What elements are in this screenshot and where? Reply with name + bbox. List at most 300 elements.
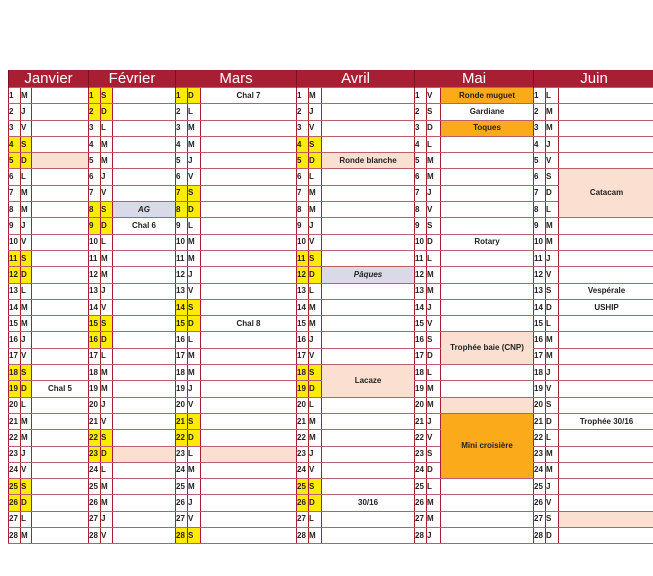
day-number-juin: 11 — [534, 250, 546, 266]
event-cell-fevrier — [113, 348, 176, 364]
event-rotary: Rotary — [441, 234, 534, 250]
day-of-week-fevrier: M — [101, 267, 113, 283]
day-of-week-avril: S — [309, 136, 322, 152]
event-cell-fevrier — [113, 104, 176, 120]
day-number-mars: 9 — [176, 218, 188, 234]
event-cell-juin — [559, 495, 653, 511]
day-of-week-mai: V — [427, 202, 441, 218]
event-vesperale: Vespérale — [559, 283, 653, 299]
event-cell-avril — [322, 528, 415, 544]
event-gardiane: Gardiane — [441, 104, 534, 120]
event-cell-janvier — [32, 185, 89, 201]
event-cell-juin — [559, 218, 653, 234]
day-number-janvier: 2 — [9, 104, 21, 120]
day-of-week-mars: J — [188, 495, 201, 511]
day-of-week-fevrier: M — [101, 153, 113, 169]
day-of-week-mai: J — [427, 185, 441, 201]
event-cell-fevrier — [113, 495, 176, 511]
day-of-week-avril: L — [309, 169, 322, 185]
day-number-avril: 12 — [297, 267, 309, 283]
event-cell-mai — [441, 283, 534, 299]
day-of-week-juin: S — [546, 511, 559, 527]
day-of-week-janvier: M — [21, 413, 32, 429]
day-number-avril: 5 — [297, 153, 309, 169]
day-number-fevrier: 10 — [89, 234, 101, 250]
day-number-mai: 25 — [415, 479, 427, 495]
day-number-fevrier: 12 — [89, 267, 101, 283]
event-cell-fevrier — [113, 332, 176, 348]
calendar-row — [9, 430, 653, 446]
day-of-week-mars: M — [188, 136, 201, 152]
day-number-mai: 3 — [415, 120, 427, 136]
event-cell-janvier — [32, 430, 89, 446]
day-of-week-janvier: L — [21, 169, 32, 185]
event-trophee-baie: Trophée baie (CNP) — [441, 332, 534, 365]
day-number-janvier: 17 — [9, 348, 21, 364]
event-ag: AG — [113, 202, 176, 218]
day-of-week-fevrier: V — [101, 413, 113, 429]
day-number-avril: 26 — [297, 495, 309, 511]
day-of-week-mars: V — [188, 511, 201, 527]
event-cell-avril — [322, 185, 415, 201]
day-number-janvier: 11 — [9, 250, 21, 266]
day-of-week-fevrier: S — [101, 88, 113, 104]
calendar-body — [9, 88, 653, 544]
day-number-mars: 20 — [176, 397, 188, 413]
day-of-week-fevrier: M — [101, 479, 113, 495]
event-cell-fevrier — [113, 479, 176, 495]
event-cell-fevrier — [113, 430, 176, 446]
day-of-week-fevrier: V — [101, 299, 113, 315]
day-number-juin: 9 — [534, 218, 546, 234]
day-of-week-mai: L — [427, 136, 441, 152]
day-of-week-juin: J — [546, 136, 559, 152]
day-of-week-janvier: V — [21, 234, 32, 250]
day-number-avril: 9 — [297, 218, 309, 234]
day-of-week-mai: J — [427, 528, 441, 544]
event-catacam: Catacam — [559, 169, 653, 218]
day-number-mai: 23 — [415, 446, 427, 462]
day-number-janvier: 14 — [9, 299, 21, 315]
event-cell-fevrier — [113, 299, 176, 315]
event-cell-avril — [322, 234, 415, 250]
year-calendar — [8, 70, 653, 544]
event-cell-mars — [201, 413, 297, 429]
event-cell-mars — [201, 446, 297, 462]
event-cell-fevrier — [113, 365, 176, 381]
day-of-week-avril: D — [309, 381, 322, 397]
day-number-avril: 3 — [297, 120, 309, 136]
day-number-avril: 25 — [297, 479, 309, 495]
event-cell-avril — [322, 430, 415, 446]
day-number-mai: 11 — [415, 250, 427, 266]
day-number-mars: 28 — [176, 528, 188, 544]
day-number-fevrier: 6 — [89, 169, 101, 185]
event-cell-janvier — [32, 462, 89, 478]
day-of-week-juin: J — [546, 250, 559, 266]
day-of-week-mai: M — [427, 511, 441, 527]
event-e3016: 30/16 — [322, 495, 415, 511]
day-of-week-janvier: J — [21, 332, 32, 348]
day-number-mars: 26 — [176, 495, 188, 511]
day-of-week-mai: D — [427, 348, 441, 364]
calendar-row — [9, 365, 653, 381]
event-cell-fevrier — [113, 528, 176, 544]
day-of-week-janvier: S — [21, 250, 32, 266]
day-of-week-mars: S — [188, 413, 201, 429]
day-number-mai: 22 — [415, 430, 427, 446]
day-of-week-mai: V — [427, 430, 441, 446]
day-of-week-mars: D — [188, 430, 201, 446]
calendar-row — [9, 479, 653, 495]
calendar-row — [9, 267, 653, 283]
day-of-week-janvier: L — [21, 397, 32, 413]
day-of-week-juin: L — [546, 202, 559, 218]
month-header-fevrier: Février — [89, 70, 176, 88]
day-of-week-mai: V — [427, 88, 441, 104]
day-number-mai: 21 — [415, 413, 427, 429]
day-number-mars: 27 — [176, 511, 188, 527]
event-cell-fevrier — [113, 381, 176, 397]
event-chal5: Chal 5 — [32, 381, 89, 397]
event-cell-janvier — [32, 479, 89, 495]
day-number-avril: 15 — [297, 316, 309, 332]
event-cell-mai — [441, 365, 534, 381]
event-cell-mars — [201, 104, 297, 120]
event-cell-janvier — [32, 348, 89, 364]
month-header-mai: Mai — [415, 70, 534, 88]
day-of-week-mai: S — [427, 332, 441, 348]
day-of-week-mars: M — [188, 348, 201, 364]
day-of-week-juin: L — [546, 430, 559, 446]
day-number-juin: 15 — [534, 316, 546, 332]
day-number-janvier: 20 — [9, 397, 21, 413]
calendar-row — [9, 218, 653, 234]
day-of-week-avril: D — [309, 153, 322, 169]
day-of-week-avril: M — [309, 528, 322, 544]
event-cell-mai — [441, 528, 534, 544]
day-number-mars: 16 — [176, 332, 188, 348]
day-number-juin: 4 — [534, 136, 546, 152]
day-number-mai: 14 — [415, 299, 427, 315]
day-of-week-juin: V — [546, 267, 559, 283]
day-of-week-fevrier: D — [101, 446, 113, 462]
event-cell-fevrier — [113, 462, 176, 478]
day-of-week-janvier: D — [21, 381, 32, 397]
day-of-week-janvier: M — [21, 202, 32, 218]
day-number-fevrier: 2 — [89, 104, 101, 120]
day-of-week-mars: M — [188, 365, 201, 381]
event-cell-mars — [201, 381, 297, 397]
event-ronde-muguet: Ronde muguet — [441, 88, 534, 104]
day-number-juin: 7 — [534, 185, 546, 201]
day-number-fevrier: 9 — [89, 218, 101, 234]
calendar-row — [9, 88, 653, 104]
day-number-janvier: 22 — [9, 430, 21, 446]
event-cell-janvier — [32, 511, 89, 527]
day-of-week-fevrier: D — [101, 332, 113, 348]
day-number-mars: 6 — [176, 169, 188, 185]
event-lacaze: Lacaze — [322, 365, 415, 398]
event-cell-mars — [201, 234, 297, 250]
day-number-mars: 10 — [176, 234, 188, 250]
event-cell-mars — [201, 218, 297, 234]
day-of-week-mai: L — [427, 250, 441, 266]
event-cell-mars — [201, 169, 297, 185]
event-cell-avril — [322, 104, 415, 120]
day-number-fevrier: 1 — [89, 88, 101, 104]
day-of-week-mars: D — [188, 316, 201, 332]
day-of-week-janvier: D — [21, 495, 32, 511]
event-cell-juin — [559, 348, 653, 364]
calendar-row — [9, 397, 653, 413]
day-of-week-juin: S — [546, 169, 559, 185]
day-of-week-fevrier: J — [101, 283, 113, 299]
day-of-week-avril: D — [309, 267, 322, 283]
event-cell-fevrier — [113, 267, 176, 283]
day-number-mai: 2 — [415, 104, 427, 120]
day-of-week-avril: L — [309, 283, 322, 299]
day-number-mai: 28 — [415, 528, 427, 544]
day-of-week-mai: M — [427, 283, 441, 299]
day-of-week-janvier: S — [21, 479, 32, 495]
day-number-janvier: 26 — [9, 495, 21, 511]
day-of-week-mai: L — [427, 479, 441, 495]
day-of-week-avril: J — [309, 104, 322, 120]
day-of-week-mai: L — [427, 365, 441, 381]
day-of-week-fevrier: V — [101, 185, 113, 201]
event-cell-mars — [201, 202, 297, 218]
event-cell-janvier — [32, 202, 89, 218]
calendar-row — [9, 446, 653, 462]
event-cell-mars — [201, 528, 297, 544]
day-number-juin: 1 — [534, 88, 546, 104]
day-of-week-juin: L — [546, 316, 559, 332]
day-of-week-juin: M — [546, 234, 559, 250]
day-of-week-mai: S — [427, 104, 441, 120]
day-of-week-janvier: M — [21, 430, 32, 446]
day-number-fevrier: 24 — [89, 462, 101, 478]
day-of-week-juin: J — [546, 479, 559, 495]
day-number-avril: 17 — [297, 348, 309, 364]
month-header-row — [9, 70, 653, 88]
day-number-mars: 12 — [176, 267, 188, 283]
day-number-mars: 14 — [176, 299, 188, 315]
event-cell-juin — [559, 430, 653, 446]
day-of-week-fevrier: M — [101, 136, 113, 152]
day-number-juin: 16 — [534, 332, 546, 348]
day-of-week-juin: V — [546, 495, 559, 511]
day-number-mars: 19 — [176, 381, 188, 397]
day-number-avril: 10 — [297, 234, 309, 250]
day-of-week-mai: J — [427, 413, 441, 429]
event-chal8: Chal 8 — [201, 316, 297, 332]
event-cell-mai — [441, 495, 534, 511]
day-number-juin: 27 — [534, 511, 546, 527]
day-number-mars: 2 — [176, 104, 188, 120]
event-cell-mars — [201, 250, 297, 266]
event-cell-avril — [322, 511, 415, 527]
day-number-mai: 17 — [415, 348, 427, 364]
day-number-avril: 27 — [297, 511, 309, 527]
day-number-mai: 15 — [415, 316, 427, 332]
event-cell-mai — [441, 381, 534, 397]
day-of-week-mars: D — [188, 202, 201, 218]
day-of-week-fevrier: L — [101, 348, 113, 364]
day-number-janvier: 9 — [9, 218, 21, 234]
day-number-fevrier: 14 — [89, 299, 101, 315]
day-of-week-avril: V — [309, 462, 322, 478]
day-of-week-avril: V — [309, 348, 322, 364]
event-cell-mai — [441, 511, 534, 527]
day-of-week-mars: S — [188, 299, 201, 315]
event-cell-juin — [559, 88, 653, 104]
day-number-mars: 18 — [176, 365, 188, 381]
day-of-week-juin: M — [546, 348, 559, 364]
day-number-avril: 2 — [297, 104, 309, 120]
calendar-row — [9, 283, 653, 299]
event-cell-janvier — [32, 446, 89, 462]
day-of-week-juin: M — [546, 218, 559, 234]
day-of-week-fevrier: J — [101, 169, 113, 185]
day-of-week-avril: S — [309, 479, 322, 495]
event-cell-mars — [201, 495, 297, 511]
event-cell-mai — [441, 479, 534, 495]
day-of-week-fevrier: L — [101, 462, 113, 478]
month-header-avril: Avril — [297, 70, 415, 88]
day-of-week-janvier: M — [21, 299, 32, 315]
day-of-week-avril: M — [309, 413, 322, 429]
day-number-juin: 10 — [534, 234, 546, 250]
event-cell-janvier — [32, 120, 89, 136]
day-of-week-fevrier: M — [101, 250, 113, 266]
event-cell-janvier — [32, 283, 89, 299]
day-number-juin: 13 — [534, 283, 546, 299]
event-cell-janvier — [32, 332, 89, 348]
event-cell-juin — [559, 511, 653, 527]
day-number-fevrier: 21 — [89, 413, 101, 429]
day-number-avril: 23 — [297, 446, 309, 462]
day-number-fevrier: 20 — [89, 397, 101, 413]
event-cell-fevrier — [113, 397, 176, 413]
event-paques: Pâques — [322, 267, 415, 283]
day-number-fevrier: 3 — [89, 120, 101, 136]
day-number-mars: 15 — [176, 316, 188, 332]
day-number-avril: 18 — [297, 365, 309, 381]
day-number-janvier: 25 — [9, 479, 21, 495]
day-of-week-mars: V — [188, 169, 201, 185]
day-number-fevrier: 26 — [89, 495, 101, 511]
day-number-mars: 24 — [176, 462, 188, 478]
event-cell-juin — [559, 462, 653, 478]
event-cell-juin — [559, 104, 653, 120]
calendar-row — [9, 234, 653, 250]
event-cell-fevrier — [113, 446, 176, 462]
event-cell-mars — [201, 267, 297, 283]
event-cell-avril — [322, 332, 415, 348]
event-cell-mars — [201, 136, 297, 152]
day-of-week-janvier: M — [21, 88, 32, 104]
day-number-avril: 22 — [297, 430, 309, 446]
day-number-mars: 23 — [176, 446, 188, 462]
day-number-fevrier: 27 — [89, 511, 101, 527]
event-cell-mars — [201, 120, 297, 136]
day-number-mai: 19 — [415, 381, 427, 397]
day-of-week-mai: M — [427, 381, 441, 397]
day-of-week-avril: L — [309, 397, 322, 413]
day-number-janvier: 3 — [9, 120, 21, 136]
event-mini-croisiere: Mini croisière — [441, 413, 534, 478]
day-number-janvier: 7 — [9, 185, 21, 201]
day-of-week-mai: J — [427, 299, 441, 315]
day-number-avril: 13 — [297, 283, 309, 299]
day-number-fevrier: 4 — [89, 136, 101, 152]
day-of-week-avril: V — [309, 234, 322, 250]
event-cell-mai — [441, 316, 534, 332]
day-of-week-janvier: V — [21, 462, 32, 478]
event-cell-avril — [322, 299, 415, 315]
event-cell-avril — [322, 283, 415, 299]
day-of-week-mai: D — [427, 234, 441, 250]
event-cell-avril — [322, 250, 415, 266]
event-cell-avril — [322, 120, 415, 136]
event-cell-fevrier — [113, 136, 176, 152]
day-number-fevrier: 17 — [89, 348, 101, 364]
event-cell-fevrier — [113, 283, 176, 299]
day-of-week-janvier: V — [21, 348, 32, 364]
day-number-mai: 8 — [415, 202, 427, 218]
event-cell-janvier — [32, 397, 89, 413]
day-of-week-mars: V — [188, 397, 201, 413]
event-cell-mars — [201, 332, 297, 348]
event-cell-fevrier — [113, 169, 176, 185]
day-number-janvier: 27 — [9, 511, 21, 527]
day-of-week-mai: M — [427, 495, 441, 511]
day-of-week-fevrier: S — [101, 430, 113, 446]
day-of-week-mars: D — [188, 88, 201, 104]
day-of-week-juin: V — [546, 153, 559, 169]
day-of-week-avril: M — [309, 316, 322, 332]
day-number-juin: 3 — [534, 120, 546, 136]
day-of-week-avril: V — [309, 120, 322, 136]
event-cell-avril — [322, 88, 415, 104]
day-number-janvier: 8 — [9, 202, 21, 218]
day-of-week-mai: M — [427, 267, 441, 283]
day-of-week-juin: V — [546, 381, 559, 397]
day-of-week-fevrier: S — [101, 316, 113, 332]
day-number-janvier: 23 — [9, 446, 21, 462]
event-cell-avril — [322, 202, 415, 218]
day-number-mai: 13 — [415, 283, 427, 299]
day-number-juin: 19 — [534, 381, 546, 397]
day-number-juin: 28 — [534, 528, 546, 544]
event-cell-juin — [559, 397, 653, 413]
event-cell-juin — [559, 136, 653, 152]
event-cell-janvier — [32, 218, 89, 234]
event-cell-avril — [322, 218, 415, 234]
calendar-row — [9, 250, 653, 266]
day-number-mars: 13 — [176, 283, 188, 299]
calendar-row — [9, 413, 653, 429]
event-cell-mai — [441, 299, 534, 315]
event-cell-avril — [322, 348, 415, 364]
day-number-fevrier: 23 — [89, 446, 101, 462]
event-cell-mars — [201, 397, 297, 413]
event-cell-mars — [201, 511, 297, 527]
event-cell-mars — [201, 153, 297, 169]
calendar-row — [9, 511, 653, 527]
day-of-week-fevrier: M — [101, 365, 113, 381]
